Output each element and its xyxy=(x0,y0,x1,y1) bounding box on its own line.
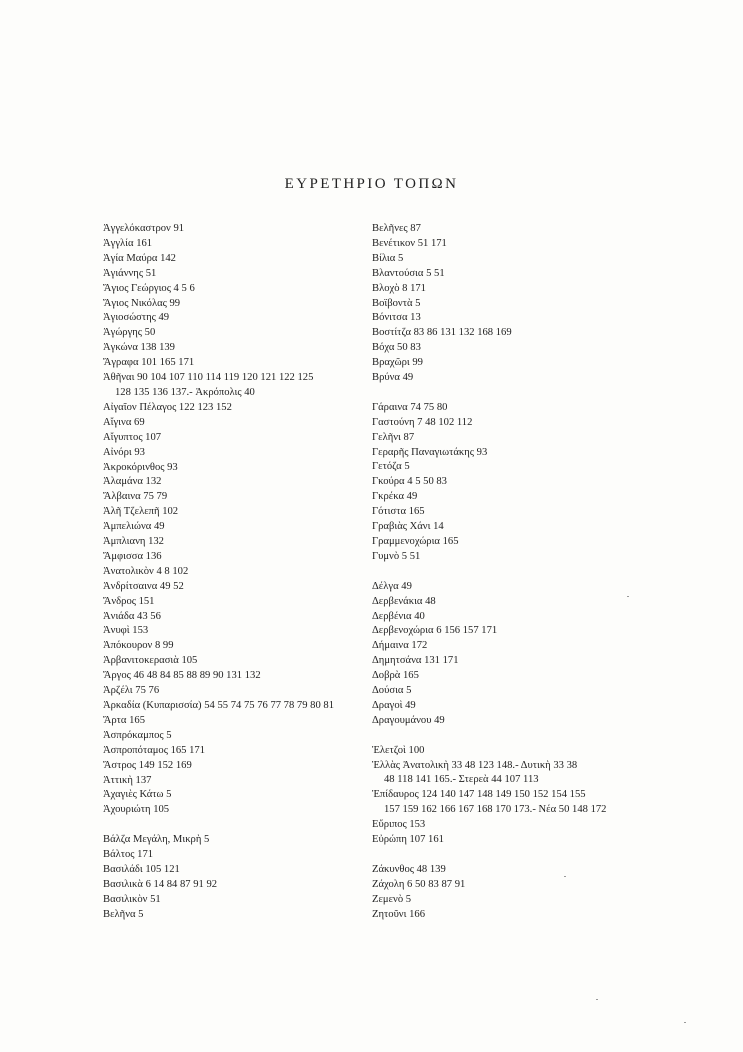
index-entry: Ἀθῆναι 90 104 107 110 114 119 120 121 122 125 xyxy=(103,372,314,384)
index-entry: Δοβρὰ 165 xyxy=(372,670,419,682)
section-gap xyxy=(372,848,652,863)
index-entry: Βοϊβοντὰ 5 xyxy=(372,297,421,309)
index-entry: Γκρέκα 49 xyxy=(372,491,418,503)
index-entry: Ἀσπροπόταμος 165 171 xyxy=(103,744,205,756)
section-gap xyxy=(372,386,652,401)
index-entry: Αἰνόρι 93 xyxy=(103,446,145,458)
index-entry: Βρύνα 49 xyxy=(372,372,414,384)
index-entry: Δραγουμάνου 49 xyxy=(372,714,445,726)
index-entry: Γετόζα 5 xyxy=(372,461,410,473)
index-entry: Δερβενοχώρια 6 156 157 171 xyxy=(372,625,498,637)
index-entry: Δήμαινα 172 xyxy=(372,640,428,652)
index-entry: Βελῆνες 87 xyxy=(372,223,421,234)
index-entry: Ἀλαμάνα 132 xyxy=(103,476,162,488)
index-entry: Βόνιτσα 13 xyxy=(372,312,421,324)
index-entry: Ἄμφισσα 136 xyxy=(103,550,162,562)
index-entry: Ἅγιος Γεώργιος 4 5 6 xyxy=(103,282,195,294)
section-gap xyxy=(372,565,652,580)
index-entry: Ἀκροκόρινθος 93 xyxy=(103,461,178,473)
index-entry: Γεραρῆς Παναγιωτάκης 93 xyxy=(372,446,488,458)
section-gap xyxy=(103,818,365,833)
index-entry: Ἀρβανιτοκερασιὰ 105 xyxy=(103,655,198,667)
index-entry: Ἀγώργης 50 xyxy=(103,327,156,339)
index-entry: Βάλζα Μεγάλη, Μικρὴ 5 xyxy=(103,834,210,846)
index-entry: Ἀρζέλι 75 76 xyxy=(103,685,160,697)
index-entry: Ζητοῦνι 166 xyxy=(372,908,425,920)
index-column-left xyxy=(103,222,365,923)
index-entry: Βοστίτζα 83 86 131 132 168 169 xyxy=(372,327,512,339)
index-entry: Βενέτικον 51 171 xyxy=(372,237,447,249)
index-entry: Γραμμενοχώρια 165 xyxy=(372,536,459,548)
index-entry: Ἀχουριώτη 105 xyxy=(103,804,170,816)
index-entry: Ἀρκαδία (Κυπαρισσία) 54 55 74 75 76 77 78 79 80 81 xyxy=(103,700,335,711)
scan-speck xyxy=(684,1022,686,1023)
index-entry: Βασιλικὸν 51 xyxy=(103,893,161,905)
index-entry: Δερβένια 40 xyxy=(372,610,425,622)
scan-speck xyxy=(564,876,566,877)
index-entry: Ζάχολη 6 50 83 87 91 xyxy=(372,878,466,890)
index-entry: Δερβενάκια 48 xyxy=(372,595,436,607)
page-title: ΕΥΡΕΤΗΡΙΟ ΤΟΠΩΝ xyxy=(284,176,459,192)
index-entry: Ἀγγελόκαστρον 91 xyxy=(103,223,185,234)
index-entry: Αἰγαῖον Πέλαγος 122 123 152 xyxy=(103,401,232,413)
index-entry: Ἀνδρίτσαινα 49 52 xyxy=(103,580,184,592)
index-entry: Ἐλετζοὶ 100 xyxy=(372,744,425,756)
index-entry: Ἀγκώνα 138 139 xyxy=(103,342,175,354)
index-entry: Ζεμενὸ 5 xyxy=(372,893,412,905)
index-entry: Δραγοὶ 49 xyxy=(372,699,416,711)
index-entry: Ἀσπρόκαμπος 5 xyxy=(103,729,172,741)
index-entry: Γαστούνη 7 48 102 112 xyxy=(372,416,473,428)
index-entry: Ἄλβαινα 75 79 xyxy=(103,491,168,503)
index-entry: Βελῆνα 5 xyxy=(103,908,144,920)
index-entry: Ἄστρος 149 152 169 xyxy=(103,759,192,771)
index-entry: Βασιλάδι 105 121 xyxy=(103,863,180,875)
index-entry: Γάραινα 74 75 80 xyxy=(372,401,448,413)
index-entry: Ἀνυφὶ 153 xyxy=(103,625,149,637)
index-entry: Ἀνιάδα 43 56 xyxy=(103,610,161,622)
index-entry: Ἀγγλία 161 xyxy=(103,237,153,249)
index-entry: Δούσια 5 xyxy=(372,685,412,697)
scan-speck xyxy=(627,596,629,597)
index-entry: 48 118 141 165.- Στερεὰ 44 107 113 xyxy=(384,774,539,786)
index-entry: Βλοχὸ 8 171 xyxy=(372,282,426,294)
index-entry: Ἀμπλιανη 132 xyxy=(103,536,164,548)
index-entry: 157 159 162 166 167 168 170 173.- Νέα 50 148 172 xyxy=(384,804,607,816)
index-entry: Ἀνατολικὸν 4 8 102 xyxy=(103,565,189,577)
scan-speck xyxy=(596,999,598,1000)
index-entry: Ἄγραφα 101 165 171 xyxy=(103,357,195,369)
index-entry: Γελῆνι 87 xyxy=(372,431,415,443)
index-entry: Αἴγυπτος 107 xyxy=(103,431,162,443)
index-entry: Ἁγιάννης 51 xyxy=(103,267,157,279)
index-entry: Ἅγιος Νικόλας 99 xyxy=(103,297,181,309)
index-entry: Ἀμπελιώνα 49 xyxy=(103,521,165,533)
index-entry: Ἀττικὴ 137 xyxy=(103,774,152,786)
index-entry: Ζάκυνθος 48 139 xyxy=(372,863,446,875)
index-entry: Ἁγία Μαύρα 142 xyxy=(103,252,176,264)
section-gap xyxy=(372,729,652,744)
index-entry: Εὐρώπη 107 161 xyxy=(372,834,444,846)
index-entry: Ἄργος 46 48 84 85 88 89 90 131 132 xyxy=(103,670,261,682)
index-entry: Εὔριπος 153 xyxy=(372,819,426,831)
index-entry: Ἀπόκουρον 8 99 xyxy=(103,640,174,652)
index-entry: Ἁγιοσώστης 49 xyxy=(103,312,170,324)
index-entry: Αἴγινα 69 xyxy=(103,416,145,428)
index-entry: Γραβιὰς Χάνι 14 xyxy=(372,521,444,533)
index-entry: Γκούρα 4 5 50 83 xyxy=(372,476,447,488)
index-entry: Δημητσάνα 131 171 xyxy=(372,655,459,667)
index-entry: Ἀλῆ Τζελεπῆ 102 xyxy=(103,506,179,518)
index-entry: Βόχα 50 83 xyxy=(372,342,421,354)
index-entry: Βάλτος 171 xyxy=(103,849,154,861)
index-entry: Βίλια 5 xyxy=(372,252,404,264)
index-entry: Ἀχαγιὲς Κάτω 5 xyxy=(103,789,172,801)
index-entry: Βραχῶρι 99 xyxy=(372,357,423,369)
index-entry: Βασιλικὰ 6 14 84 87 91 92 xyxy=(103,878,218,890)
index-entry: 128 135 136 137.- Ἀκρόπολις 40 xyxy=(115,386,255,398)
index-entry: Γυμνὸ 5 51 xyxy=(372,550,421,562)
index-entry: Ἄνδρος 151 xyxy=(103,595,155,607)
index-entry: Ἐπίδαυρος 124 140 147 148 149 150 152 154 155 xyxy=(372,789,586,801)
index-column-right xyxy=(372,222,652,923)
index-entry: Γότιστα 165 xyxy=(372,506,425,518)
index-entry: Δέλγα 49 xyxy=(372,580,412,592)
index-entry: Βλαντούσια 5 51 xyxy=(372,267,445,279)
index-entry: Ἄρτα 165 xyxy=(103,714,146,726)
index-entry: Ἑλλὰς Ἀνατολικὴ 33 48 123 148.- Δυτικὴ 33 38 xyxy=(372,759,578,771)
